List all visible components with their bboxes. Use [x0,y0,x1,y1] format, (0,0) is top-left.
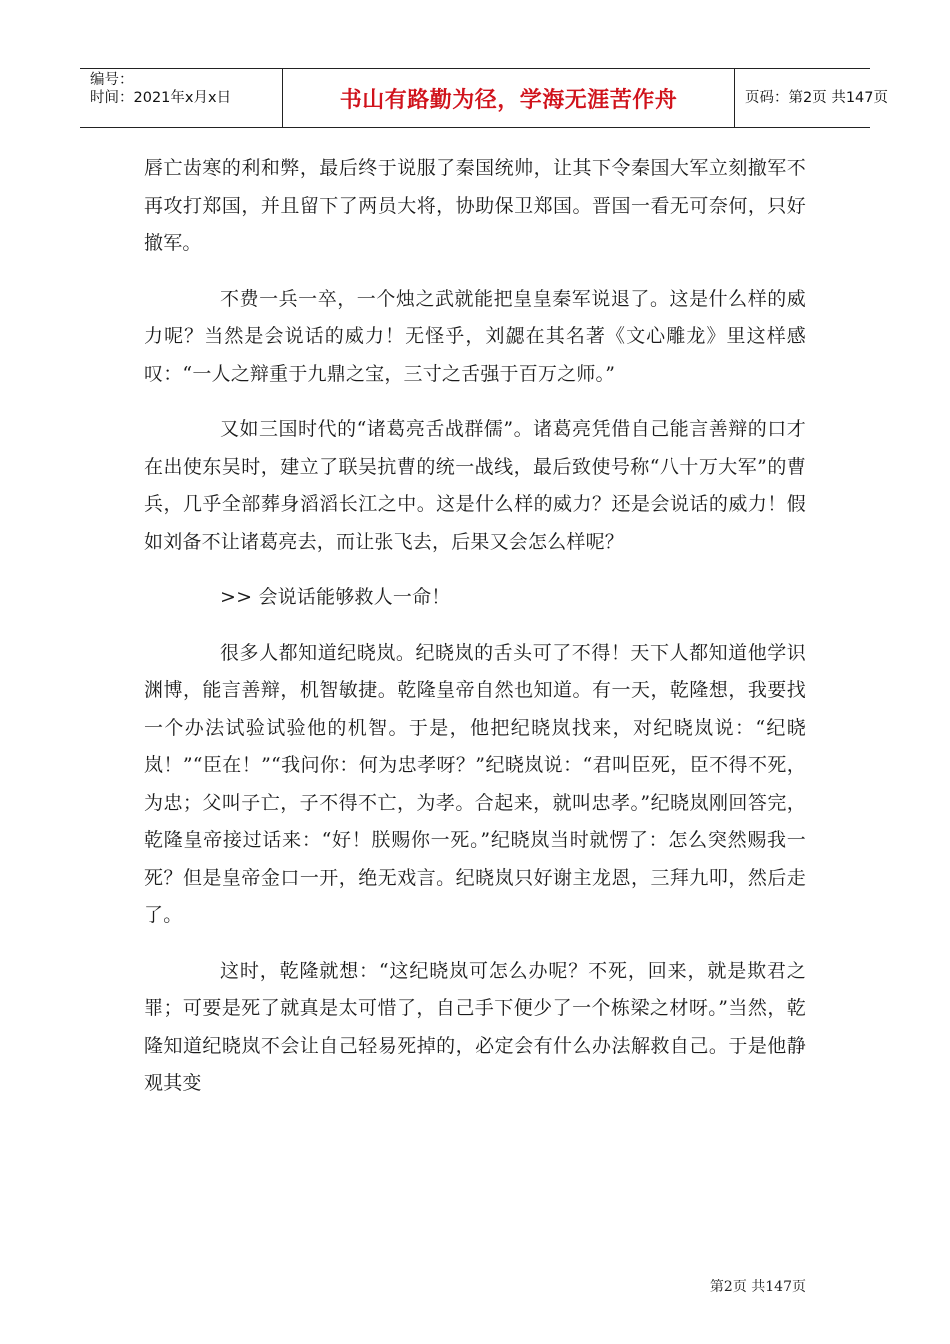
section-subheading: >> 会说话能够救人一命！ [220,586,451,608]
page-footer-number: 第2页 共147页 [709,1279,806,1295]
header-motto: 书山有路勤为径，学海无涯苦作舟 [339,87,678,113]
header-meta-cell [80,69,282,127]
page-header [80,68,889,128]
paragraph: 很多人都知道纪晓岚。纪晓岚的舌头可了不得！天下人都知道他学识渊博，能言善辩，机智敏捷。乾隆皇帝自然也知道。有一天，乾隆想，我要找一个办法试验试验他的机智。于是，他把纪晓岚找来，对纪晓岚说：“纪晓岚！”“臣在！”“我问你：何为忠孝呀？”纪晓岚说：“君叫臣死，臣不得不死，为忠；父叫子亡，子不得不亡，为孝。合起来，就叫忠孝。”纪晓岚刚回答完，乾隆皇帝接过话来：“好！朕赐你一死。”纪晓岚当时就愣了：怎么突然赐我一死？但是皇帝金口一开，绝无戏言。纪晓岚只好谢主龙恩，三拜九叩，然后走了。 [144,641,806,926]
paragraph: 不费一兵一卒，一个烛之武就能把皇皇秦军说退了。这是什么样的威力呢？当然是会说话的威力！无怪乎，刘勰在其名著《文心雕龙》里这样感叹：“一人之辩重于九鼎之宝，三寸之舌强于百万之师。” [144,287,806,385]
document-body [144,150,806,1121]
header-motto-cell [282,69,735,127]
document-time-label: 时间：2021年x月x日 [90,90,232,106]
header-page-number: 页码：第2页 共147页 [745,89,889,106]
paragraph-continuation: 唇亡齿寒的利和弊，最后终于说服了秦国统帅，让其下令秦国大军立刻撤军不再攻打郑国，并且留下了两员大将，协助保卫郑国。晋国一看无可奈何，只好撤军。 [144,157,806,254]
paragraph: 这时，乾隆就想：“这纪晓岚可怎么办呢？不死，回来，就是欺君之罪；可要是死了就真是太可惜了，自己手下便少了一个栋梁之材呀。”当然，乾隆知道纪晓岚不会让自己轻易死掉的，必定会有什么办法解救自己。于是他静观其变 [144,959,806,1094]
document-number-label: 编号： [90,72,134,88]
paragraph: 又如三国时代的“诸葛亮舌战群儒”。诸葛亮凭借自己能言善辩的口才在出使东吴时，建立了联吴抗曹的统一战线，最后致使号称“八十万大军”的曹兵，几乎全部葬身滔滔长江之中。这是什么样的威力？还是会说话的威力！假如刘备不让诸葛亮去，而让张飞去，后果又会怎么样呢？ [144,418,806,553]
header-page-cell [735,69,889,127]
